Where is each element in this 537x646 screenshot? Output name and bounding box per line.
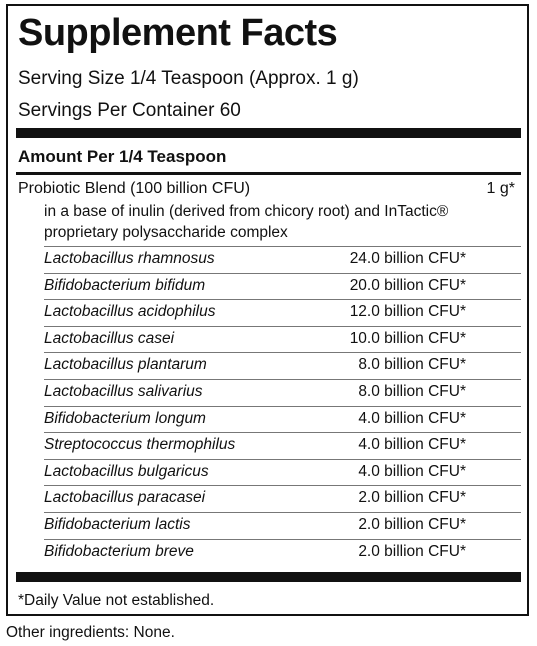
strain-amount: 4.0 billion CFU* xyxy=(358,462,466,480)
servings-per-container: Servings Per Container 60 xyxy=(18,100,241,121)
strain-amount: 4.0 billion CFU* xyxy=(358,436,466,454)
strain-name: Bifidobacterium lactis xyxy=(44,515,191,533)
strain-row xyxy=(44,406,521,433)
daily-value-footnote: *Daily Value not established. xyxy=(18,592,215,609)
strain-name: Streptococcus thermophilus xyxy=(44,436,236,454)
panel-title: Supplement Facts xyxy=(18,12,338,54)
blend-description-line1: in a base of inulin (derived from chicory root) and InTactic® xyxy=(44,203,449,220)
strain-name: Lactobacillus salivarius xyxy=(44,382,203,400)
blend-description-line2: proprietary polysaccharide complex xyxy=(44,224,288,241)
strain-amount: 20.0 billion CFU* xyxy=(349,276,466,294)
strain-amount: 10.0 billion CFU* xyxy=(349,329,466,347)
strain-name: Lactobacillus casei xyxy=(44,329,175,347)
divider-thick-bottom xyxy=(16,572,521,582)
strain-name: Lactobacillus paracasei xyxy=(44,489,206,507)
blend-amount: 1 g* xyxy=(486,180,515,197)
strain-amount: 2.0 billion CFU* xyxy=(358,515,466,533)
strain-name: Lactobacillus bulgaricus xyxy=(44,462,209,480)
strain-row xyxy=(44,485,521,512)
strain-row xyxy=(44,512,521,539)
strain-name: Lactobacillus plantarum xyxy=(44,356,207,374)
strain-name: Bifidobacterium breve xyxy=(44,542,194,560)
strain-amount: 8.0 billion CFU* xyxy=(358,356,466,374)
strain-row xyxy=(44,273,521,300)
strain-list xyxy=(44,246,521,565)
serving-size: Serving Size 1/4 Teaspoon (Approx. 1 g) xyxy=(18,68,359,89)
blend-name: Probiotic Blend (100 billion CFU) xyxy=(18,180,251,197)
strain-row xyxy=(44,326,521,353)
strain-amount: 2.0 billion CFU* xyxy=(358,542,466,560)
strain-name: Bifidobacterium bifidum xyxy=(44,276,206,294)
strain-row xyxy=(44,459,521,486)
strain-row xyxy=(44,432,521,459)
strain-name: Lactobacillus rhamnosus xyxy=(44,250,215,267)
strain-row xyxy=(44,299,521,326)
divider-thick-top xyxy=(16,128,521,138)
strain-amount: 2.0 billion CFU* xyxy=(358,489,466,507)
strain-row xyxy=(44,539,521,566)
strain-row xyxy=(44,352,521,379)
strain-amount: 8.0 billion CFU* xyxy=(358,382,466,400)
divider-medium xyxy=(16,172,521,175)
strain-amount: 12.0 billion CFU* xyxy=(349,303,466,321)
strain-row xyxy=(44,246,521,273)
strain-amount: 24.0 billion CFU* xyxy=(349,250,466,267)
amount-per-header: Amount Per 1/4 Teaspoon xyxy=(18,147,227,166)
strain-row xyxy=(44,379,521,406)
supplement-facts-panel xyxy=(6,4,529,616)
other-ingredients: Other ingredients: None. xyxy=(6,624,175,641)
strain-name: Bifidobacterium longum xyxy=(44,409,206,427)
strain-amount: 4.0 billion CFU* xyxy=(358,409,466,427)
blend-description xyxy=(44,201,504,243)
strain-name: Lactobacillus acidophilus xyxy=(44,303,216,321)
